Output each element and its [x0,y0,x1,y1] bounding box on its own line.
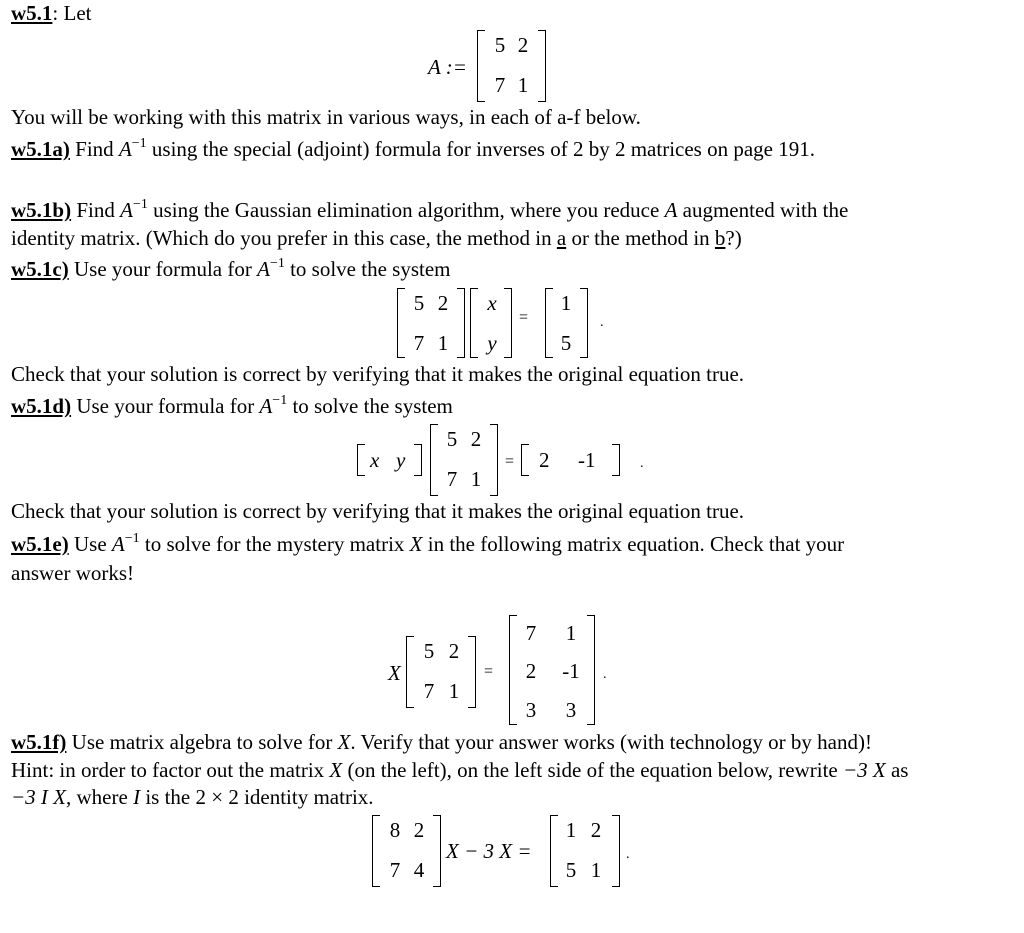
matrix-cell: 7 [413,331,425,355]
left-bracket [470,288,478,358]
right-bracket [490,424,498,496]
left-bracket [545,288,553,358]
left-bracket [477,30,485,102]
matrix-cell: 5 [446,427,458,451]
problem-label: w5.1a) [11,137,70,161]
problem-f-line3: −3 I X, where I is the 2 × 2 identity matrix. [11,785,374,809]
vector-cell: 5 [560,331,572,355]
matrix-cell: 4 [413,858,425,882]
matrix-x: X [388,661,401,685]
problem-c: w5.1c) Use your formula for $A^{-1}$ to solve the system [11,256,451,281]
left-bracket [550,815,558,887]
left-bracket [372,815,380,887]
problem-label: w5.1c) [11,257,69,281]
vector-cell: y [487,331,497,355]
problem-d: w5.1d) Use your formula for $A^{-1}$ to solve the system [11,393,453,418]
matrix-cell: 5 [413,291,425,315]
matrix-cell: 1 [448,679,460,703]
right-bracket [538,30,546,102]
matrix-cell: 3 [525,698,537,722]
problem-label: w5.1e) [11,532,69,556]
problem-b-line2: identity matrix. (Which do you prefer in this case, the method in a or the method in b?) [11,226,742,250]
matrix-cell: 7 [494,73,506,97]
intro-text: You will be working with this matrix in various ways, in each of a-f below. [11,105,641,129]
matrix-cell: -1 [562,659,580,683]
left-bracket [357,444,365,476]
vector-cell: x [487,291,497,315]
matrix-cell: 7 [525,621,537,645]
vector-cell: 1 [560,291,572,315]
problem-label: w5.1b) [11,198,72,222]
matrix-cell: 1 [565,818,577,842]
problem-e-line2: answer works! [11,561,135,585]
check-text: Check that your solution is correct by verifying that it makes the original equation true. [11,499,745,523]
intro-line: w5.1: Let [11,1,92,25]
matrix-cell: 2 [448,639,460,663]
problem-f: w5.1f) Use matrix algebra to solve for X. Verify that your answer works (with technology or by hand)! [11,730,872,754]
matrix-cell: 7 [423,679,435,703]
right-bracket [414,444,422,476]
vector-cell: 2 [539,448,550,472]
vector-cell: x [370,448,380,472]
left-bracket [430,424,438,496]
matrix-cell: 7 [446,467,458,491]
matrix-cell: 5 [423,639,435,663]
problem-a: w5.1a) Find $A^{-1}$ using the special (adjoint) formula for inverses of 2 by 2 matrices on page 191. [11,136,815,161]
right-bracket [468,636,476,708]
matrix-cell: 3 [565,698,577,722]
matrix-cell: 1 [470,467,482,491]
matrix-cell: 1 [437,331,449,355]
equals-sign: = [505,453,515,470]
problem-label: w5.1d) [11,394,72,418]
right-bracket [612,815,620,887]
right-bracket [587,615,595,725]
matrix-cell: 7 [389,858,401,882]
equals-sign: = [484,663,494,680]
right-bracket [580,288,588,358]
matrix-cell: 1 [565,621,577,645]
matrix-cell: 1 [517,73,529,97]
problem-label: w5.1f) [11,730,67,754]
check-text: Check that your solution is correct by verifying that it makes the original equation true. [11,362,745,386]
left-bracket [509,615,517,725]
right-bracket [457,288,465,358]
matrix-cell: 2 [517,33,529,57]
equation-middle: X − 3 X = [446,839,532,863]
matrix-cell: 5 [565,858,577,882]
matrix-cell: 2 [590,818,602,842]
problem-f-line2: Hint: in order to factor out the matrix X (on the left), on the left side of the equation below, rewrite −3 X as [11,758,909,782]
matrix-cell: 2 [470,427,482,451]
matrix-cell: 2 [413,818,425,842]
matrix-cell: 5 [494,33,506,57]
left-bracket [406,636,414,708]
left-bracket [397,288,405,358]
problem-e: w5.1e) Use $A^{-1}$ to solve for the mystery matrix X in the following matrix equation. Check that your [11,531,845,556]
problem-b: w5.1b) Find $A^{-1}$ using the Gaussian elimination algorithm, where you reduce A augmented with the [11,197,849,222]
matrix-cell: 1 [590,858,602,882]
matrix-a-lhs: A := [428,55,467,79]
matrix-cell: 2 [525,659,537,683]
vector-cell: y [396,448,406,472]
vector-cell: -1 [578,448,596,472]
right-bracket [433,815,441,887]
problem-label: w5.1 [11,1,53,25]
equals-sign: = [519,309,529,326]
left-bracket [521,444,529,476]
matrix-cell: 8 [389,818,401,842]
right-bracket [504,288,512,358]
right-bracket [612,444,620,476]
matrix-cell: 2 [437,291,449,315]
